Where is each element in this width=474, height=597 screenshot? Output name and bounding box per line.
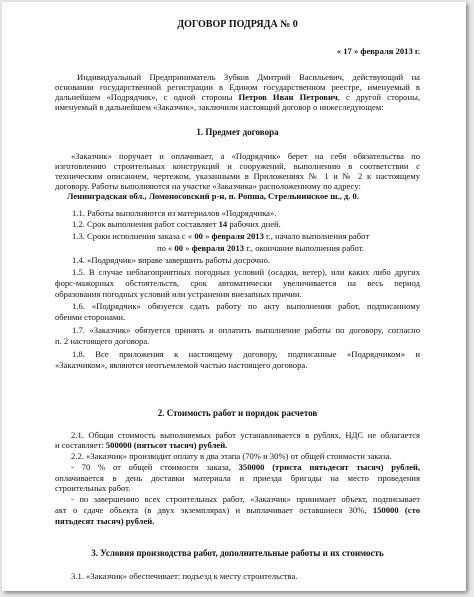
- work-address: Ленинградская обл., Ломоносовский р-н, п. Ропша, Стрельнинское ш., д. 0.: [67, 191, 359, 201]
- final-payment: 150000 (сто: [372, 505, 421, 515]
- intro-line: [55, 92, 420, 102]
- clause-text: г., начало выполнения работ: [263, 231, 370, 241]
- final-payment-words: пятьдесят тысяч) рублей.: [55, 516, 155, 526]
- clause-1-5: образования погодных условий или устранения внезапных причин.: [55, 289, 302, 299]
- clause-1-6: 1.6. «Подрядчик» обязуется сдать работу по акту выполнения работ, подписанному: [72, 301, 420, 311]
- clause-text: рабочих дней.: [227, 219, 281, 229]
- section-3-heading: 3. Условия производства работ, дополнительные работы и их стоимость: [91, 548, 384, 558]
- clause-2-2: 2.2. «Заказчик» производит оплату в два этапа (70% и 30%) от общей стоимости заказа.: [71, 451, 392, 461]
- s1-line: договору. Работы выполняются на участке «Заказчика» расположенному по адресу:: [55, 181, 361, 191]
- clause-2-4: - по завершению всех строительных работ, «Заказчик» принимает объект, подписывает: [71, 494, 420, 504]
- clause-1-8: «Заказчиком», являются неотъемлемой частью настоящего договора.: [55, 360, 308, 370]
- clause-text: акт о сдаче объекта (в двух экземплярах) и выплачивает оставшиеся 30%,: [55, 505, 367, 515]
- first-payment: 350000 (триста пятьдесят тысяч) рублей,: [238, 462, 420, 472]
- clause-1-7: п. 2 настоящего договора.: [55, 336, 150, 346]
- end-month-year: февраля 2013: [191, 243, 245, 253]
- clause-text: 1.2. Срок выполнения работ составляет: [72, 219, 219, 229]
- start-day: 00: [194, 231, 203, 241]
- clause-1-3-end: [157, 243, 466, 253]
- clause-1-2: [72, 219, 437, 229]
- clause-2-1-total: [55, 440, 420, 450]
- duration-value: 14: [218, 219, 228, 229]
- contract-title: ДОГОВОР ПОДРЯДА № 0: [177, 19, 298, 30]
- clause-1-6: обеими сторонами.: [55, 312, 126, 322]
- customer-name: Петров Иван Петрович: [238, 92, 338, 102]
- document-page: [2, 2, 466, 591]
- clause-3-1: 3.1. «Заказчик» обеспечивает: подъезд к месту строительства.: [71, 571, 298, 581]
- clause-1-1: 1.1. Работы выполняются из материалов «Подрядчика».: [72, 208, 277, 218]
- clause-2-3: оплачивается в день доставки материала и приезда бригады на место проведения: [55, 473, 420, 483]
- s1-line: изготовлению строительных конструкций и сооружений, выполнению в соответствии с: [55, 161, 420, 171]
- intro-text: , с другой стороны,: [337, 92, 420, 102]
- clause-1-3: [72, 231, 437, 241]
- clause-1-5: 1.5. В случае неблагоприятных погодных условий (осадки, ветер), или каких либо других: [72, 267, 420, 277]
- clause-text: по «: [157, 243, 175, 253]
- clause-2-3: [55, 462, 420, 472]
- clause-2-3: строительных работ.: [55, 483, 131, 493]
- clause-text: »: [183, 243, 192, 253]
- intro-line: основании государственной регистрации в Едином государственном реестре, именуемый в: [55, 82, 420, 92]
- clause-1-5: форс-мажорных обстоятельств, срок автоматически увеличивается на весь период: [55, 278, 420, 288]
- clause-1-4: 1.4. «Подрядчик» вправе завершить работы досрочно.: [72, 255, 271, 265]
- section-2-heading: 2. Стоимость работ и порядок расчетов: [157, 408, 318, 418]
- clause-text: - 70 % от общей стоимости заказа,: [71, 462, 239, 472]
- clause-1-7: 1.7. «Заказчик» обязуется принять и оплатить выполнение работы по договору, согласно: [72, 325, 420, 335]
- end-day: 00: [174, 243, 184, 253]
- section-1-heading: 1. Предмет договора: [196, 127, 279, 137]
- s1-line: «Заказчик» поручает и оплачивает, а «Подрядчик» берет на себя обязательства по: [71, 151, 420, 161]
- contract-date: « 17 » февраля 2013 г.: [336, 46, 420, 56]
- total-price: 500000 (пятьсот тысяч) рублей.: [105, 440, 228, 450]
- clause-2-1: 2.1. Общая стоимость выполняемых работ устанавливается в рублях, НДС не облагается: [71, 430, 420, 440]
- clause-text: и составляет:: [55, 440, 106, 450]
- intro-line: Индивидуальный Предприниматель Зубков Дмитрий Васильевич, действующий на: [77, 72, 420, 82]
- s1-line: техническим описанием, чертежом, указанными в Приложениях № 1 и № 2 к настоящему: [55, 171, 420, 181]
- clause-text: г., окончание выполнения работ.: [244, 243, 364, 253]
- clause-text: 1.3. Сроки исполнения заказа с «: [72, 231, 195, 241]
- clause-1-8: 1.8. Все приложения к настоящему договору, подписанные «Подрядчиком» и: [72, 349, 420, 359]
- clause-text: »: [202, 231, 212, 241]
- intro-line: именуемый в дальнейшем «Заказчик», заключили настоящий договор о нижеследующем:: [55, 102, 384, 112]
- clause-2-4: [55, 505, 420, 515]
- start-month-year: февраля 2013: [211, 231, 264, 241]
- intro-text: дальнейшем «Подрядчик», с одной стороны: [55, 92, 239, 102]
